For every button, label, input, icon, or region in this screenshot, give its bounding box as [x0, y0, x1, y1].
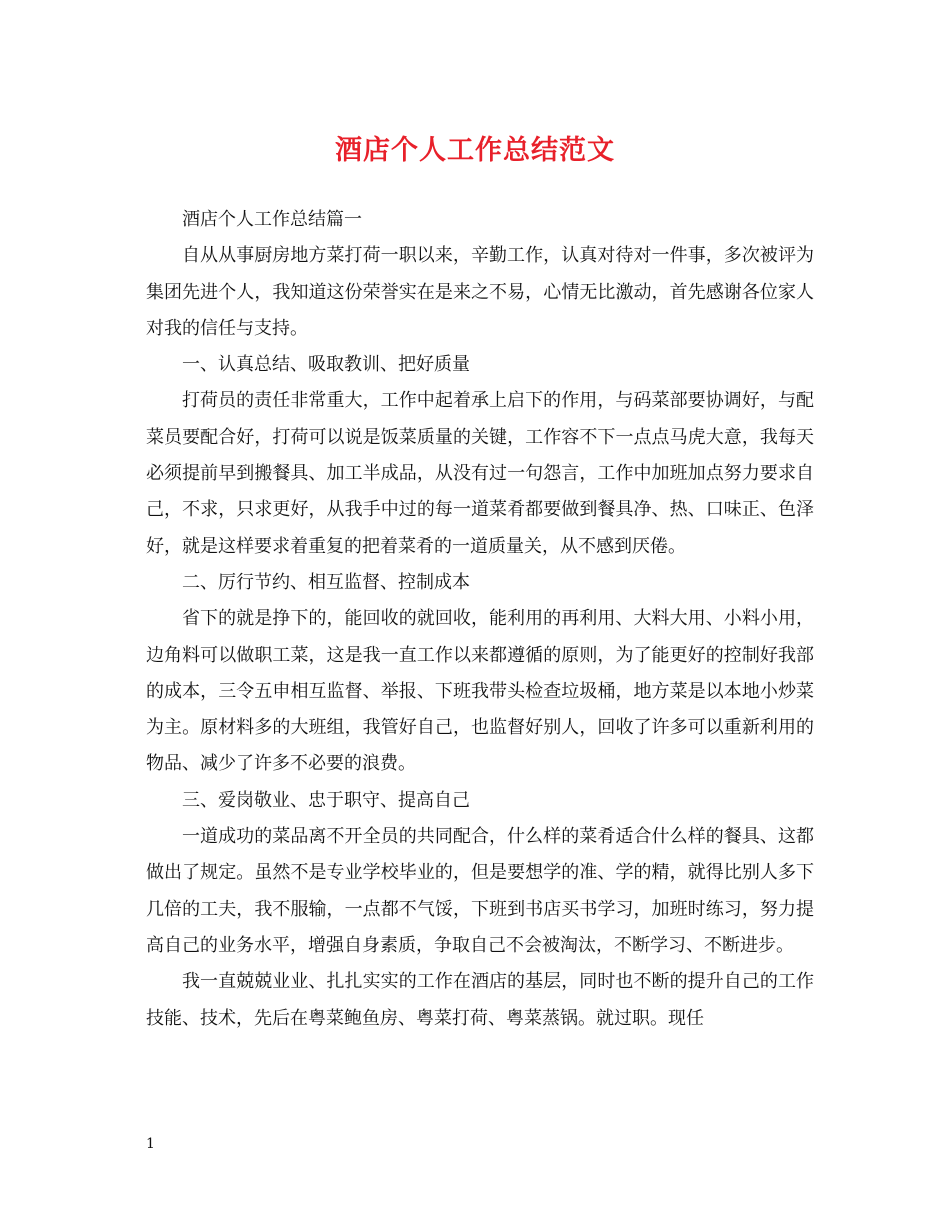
section-heading: 二、厉行节约、相互监督、控制成本 — [182, 571, 470, 593]
paragraph: 我一直兢兢业业、扎扎实实的工作在酒店的基层，同时也不断的提升自己的工作技能、技术，先后在粤菜鲍鱼房、粤菜打荷、粤菜蒸锅。就过职。现任 — [146, 971, 814, 1029]
paragraph: 打荷员的责任非常重大，工作中起着承上启下的作用，与码菜部要协调好，与配菜员要配合好，打荷可以说是饭菜质量的关键，工作容不下一点点马虎大意，我每天必须提前早到搬餐具、加工半成品，从没有过一句怨言，工作中加班加点努力要求自己，不求，只求更好，从我手中过的每一道菜肴都要做到餐具净、热、口味正、色泽好，就是这样要求着重复的把着菜肴的一道质量关，从不感到厌倦。 — [146, 390, 814, 557]
section-heading: 酒店个人工作总结篇一 — [182, 209, 362, 230]
section-heading: 一、认真总结、吸取教训、把好质量 — [182, 354, 470, 376]
paragraph: 一道成功的菜品离不开全员的共同配合，什么样的菜肴适合什么样的餐具、这都做出了规定。虽然不是专业学校毕业的，但是要想学的准、学的精，就得比别人多下几倍的工夫，我不服输，一点都不气馁，下班到书店买书学习，加班时练习，努力提高自己的业务水平，增强自身素质，争取自己不会被淘汰，不断学习、不断进步。 — [146, 826, 814, 956]
document-title: 酒店个人工作总结范文 — [335, 135, 615, 166]
section-heading: 三、爱岗敬业、忠于职守、提高自己 — [182, 789, 470, 811]
page-number: 1 — [146, 1136, 155, 1152]
document-body — [146, 202, 814, 1037]
paragraph: 省下的就是挣下的，能回收的就回收，能利用的再利用、大料大用、小料小用，边角料可以做职工菜，这是我一直工作以来都遵循的原则，为了能更好的控制好我部的成本，三令五申相互监督、举报、下班我带头检查垃圾桶，地方菜是以本地小炒菜为主。原材料多的大班组，我管好自己，也监督好别人，回收了许多可以重新利用的物品、减少了许多不必要的浪费。 — [146, 608, 814, 775]
paragraph: 自从从事厨房地方菜打荷一职以来，辛勤工作，认真对待对一件事，多次被评为集团先进个人，我知道这份荣誉实在是来之不易，心情无比激动，首先感谢各位家人对我的信任与支持。 — [146, 245, 814, 339]
